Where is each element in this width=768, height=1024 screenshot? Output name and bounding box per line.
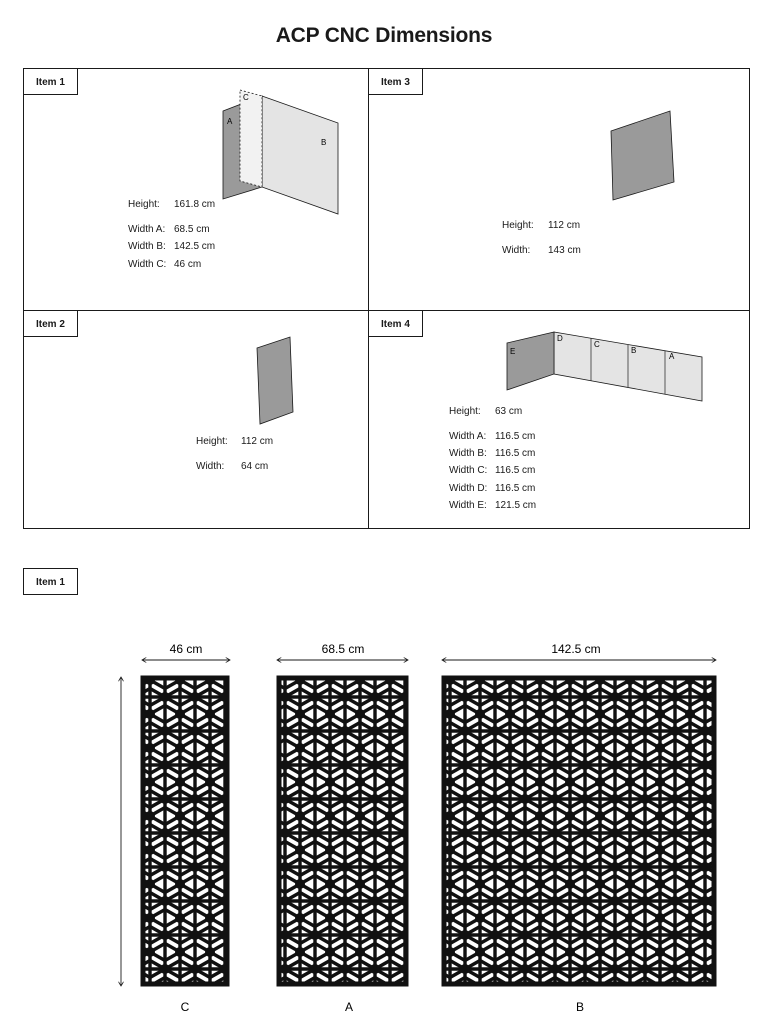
item4-height-label: Height:: [449, 406, 481, 417]
panel-a: [277, 676, 408, 986]
panel-c-width-label: 46 cm: [169, 642, 203, 656]
item2-width-label: Width:: [196, 461, 225, 472]
panel-b-width-label: 142.5 cm: [551, 642, 601, 656]
panel-a-width-label: 68.5 cm: [321, 642, 365, 656]
item4-width-e-value: 121.5 cm: [495, 500, 537, 511]
item4-letter-d: D: [557, 334, 563, 343]
item1-letter-c: C: [243, 93, 249, 102]
item1-width-a-value: 68.5 cm: [174, 224, 210, 235]
panel-c-letter: C: [180, 1000, 190, 1014]
item4-letter-e: E: [510, 347, 516, 356]
detail-item1-tag: Item 1: [23, 568, 78, 595]
item4-width-b-label: Width B:: [449, 448, 487, 459]
item1-width-a-label: Width A:: [128, 224, 166, 235]
item1-width-b-label: Width B:: [128, 241, 166, 252]
item4-letter-c: C: [594, 340, 600, 349]
item1-width-c-label: Width C:: [128, 259, 167, 270]
item1-width-c-value: 46 cm: [174, 259, 202, 270]
item2-height-value: 112 cm: [241, 436, 274, 447]
panel-c: [141, 676, 229, 986]
item1-height-value: 161.8 cm: [174, 199, 216, 210]
item4-letter-a: A: [669, 352, 675, 361]
panel-b-letter: B: [575, 1000, 585, 1014]
item4-width-b-value: 116.5 cm: [495, 448, 536, 459]
item4-width-e-label: Width E:: [449, 500, 487, 511]
item1-width-b-value: 142.5 cm: [174, 241, 216, 252]
item3-height-value: 112 cm: [548, 220, 581, 231]
item2-tag: Item 2: [23, 310, 78, 337]
item3-width-value: 143 cm: [548, 245, 581, 256]
item4-width-d-label: Width D:: [449, 483, 488, 494]
item4-width-a-value: 116.5 cm: [495, 431, 536, 442]
item4-height-value: 63 cm: [495, 406, 523, 417]
item4-letter-b: B: [631, 346, 637, 355]
item4-tag: Item 4: [368, 310, 423, 337]
page-title: ACP CNC Dimensions: [275, 24, 493, 47]
item4-width-c-label: Width C:: [449, 465, 488, 476]
item4-width-c-value: 116.5 cm: [495, 465, 536, 476]
panel-a-letter: A: [344, 1000, 354, 1014]
item3-width-label: Width:: [502, 245, 531, 256]
item2-width-value: 64 cm: [241, 461, 269, 472]
item1-height-label: Height:: [128, 199, 160, 210]
item3-height-label: Height:: [502, 220, 534, 231]
item1-tag: Item 1: [23, 68, 78, 95]
item4-width-d-value: 116.5 cm: [495, 483, 536, 494]
panel-b: [442, 676, 716, 986]
item1-letter-a: A: [227, 117, 233, 126]
item2-height-label: Height:: [196, 436, 228, 447]
item3-tag: Item 3: [368, 68, 423, 95]
item1-letter-b: B: [321, 138, 327, 147]
item4-width-a-label: Width A:: [449, 431, 487, 442]
